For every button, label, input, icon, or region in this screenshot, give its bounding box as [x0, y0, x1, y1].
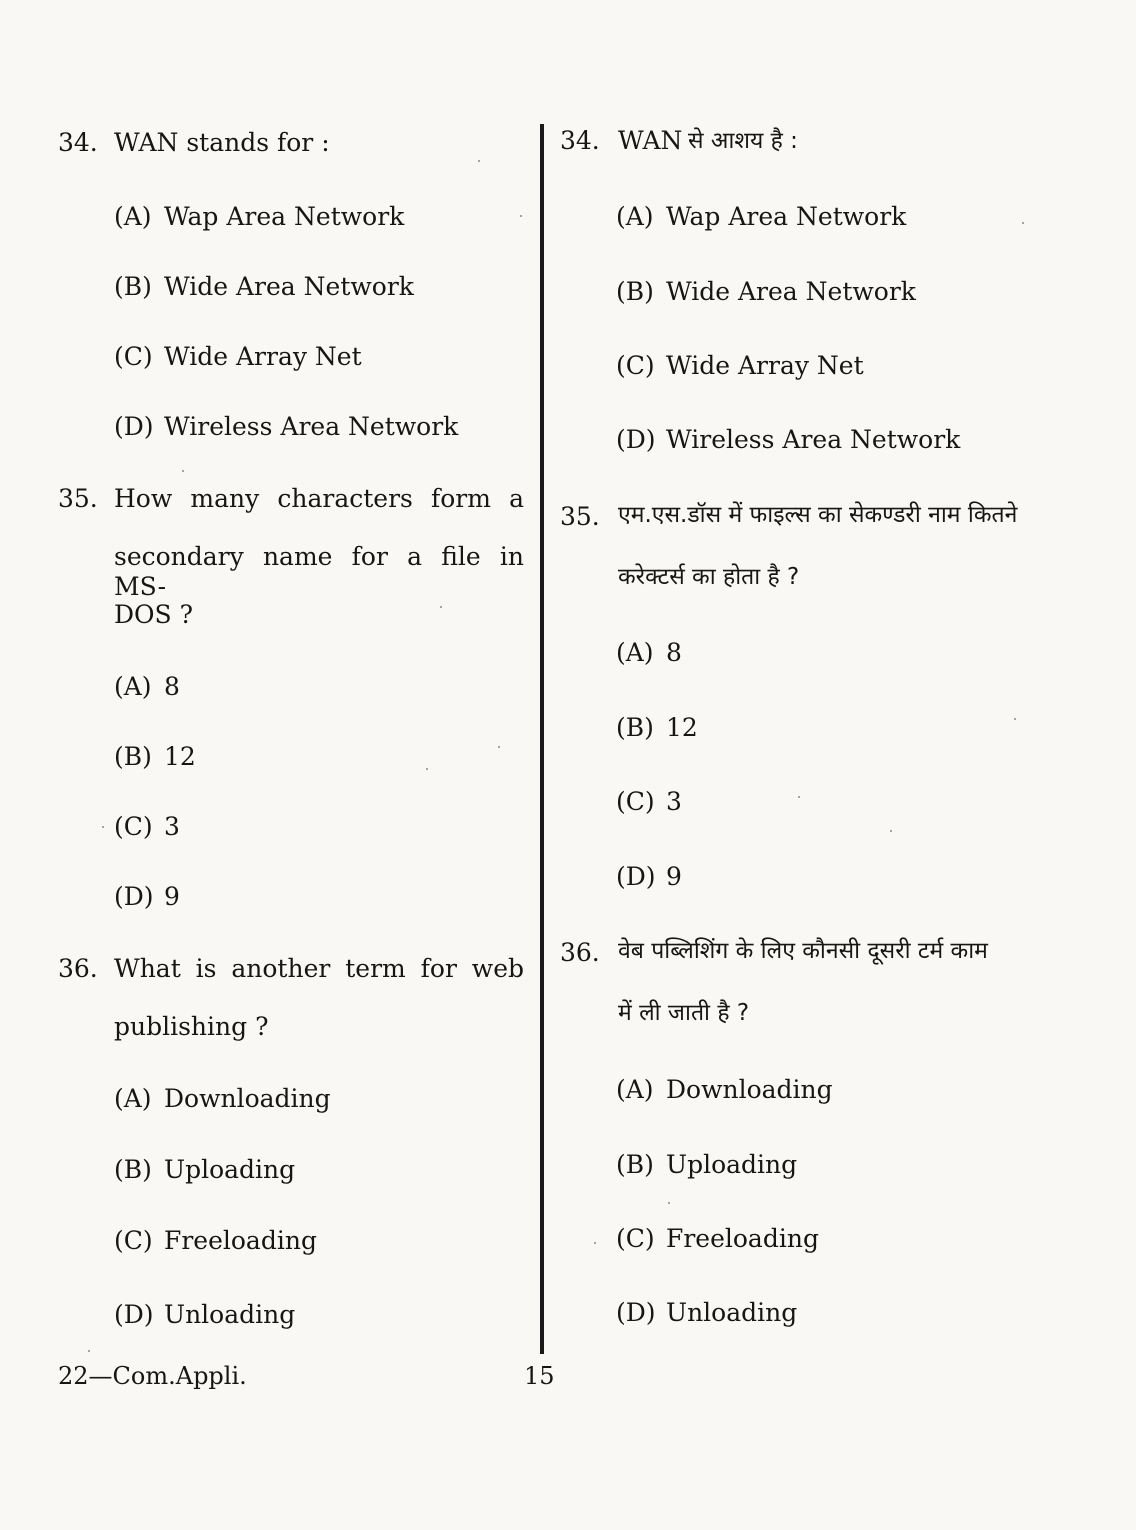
page-number: 15 — [524, 1362, 555, 1390]
option-a — [616, 638, 682, 668]
option-text: Wireless Area Network — [164, 412, 459, 441]
option-text: Downloading — [666, 1075, 833, 1104]
option-text: Uploading — [666, 1150, 798, 1179]
option-d — [114, 412, 458, 442]
option-a — [114, 202, 404, 232]
option-b — [114, 272, 414, 302]
question-text-hindi-part: से आशय है : — [688, 128, 798, 154]
option-c — [114, 342, 362, 372]
option-text: Wide Area Network — [666, 277, 916, 306]
option-b — [114, 742, 196, 772]
option-label: (B) — [114, 272, 152, 301]
option-b — [616, 277, 916, 307]
option-text: Downloading — [164, 1084, 331, 1113]
option-b — [616, 1150, 797, 1180]
option-text: Unloading — [666, 1298, 798, 1327]
option-label: (C) — [114, 1226, 153, 1255]
question-text-line: secondary name for a file in MS- — [114, 542, 524, 601]
paper-code: 22—Com.Appli. — [58, 1362, 247, 1390]
question-text-line: What is another term for web — [114, 954, 524, 983]
question-text-line: How many characters form a — [114, 484, 524, 513]
column-divider — [540, 124, 544, 1354]
question-number: 35. — [58, 484, 98, 513]
option-text: Uploading — [164, 1155, 296, 1184]
option-text: 12 — [164, 742, 196, 771]
option-label: (B) — [616, 713, 654, 742]
option-text: Wide Array Net — [666, 351, 864, 380]
question-text-line: में ली जाती है ? — [618, 1000, 750, 1026]
option-label: (D) — [616, 862, 656, 891]
option-d — [616, 1298, 797, 1328]
option-a — [114, 672, 180, 702]
option-d — [114, 1300, 295, 1330]
question-number: 36. — [560, 938, 600, 967]
option-text: 9 — [164, 882, 180, 911]
option-label: (A) — [114, 202, 152, 231]
option-text: 8 — [164, 672, 180, 701]
option-text: Wap Area Network — [164, 202, 405, 231]
option-label: (D) — [114, 412, 154, 441]
option-d — [114, 882, 180, 912]
option-label: (B) — [616, 277, 654, 306]
option-c — [616, 787, 682, 817]
option-label: (A) — [616, 638, 654, 667]
question-number: 34. — [58, 128, 98, 157]
option-c — [616, 1224, 819, 1254]
option-label: (B) — [114, 742, 152, 771]
question-text-line: publishing ? — [114, 1012, 269, 1041]
option-text: Wide Area Network — [164, 272, 414, 301]
question-text-english-part: WAN — [618, 126, 683, 155]
option-text: Wireless Area Network — [666, 425, 961, 454]
option-text: 9 — [666, 862, 682, 891]
question-number: 35. — [560, 502, 600, 531]
question-text-line: DOS ? — [114, 600, 194, 629]
option-label: (C) — [616, 351, 655, 380]
option-label: (B) — [114, 1155, 152, 1184]
option-label: (B) — [616, 1150, 654, 1179]
option-label: (D) — [114, 1300, 154, 1329]
option-c — [114, 812, 180, 842]
option-label: (A) — [114, 672, 152, 701]
option-label: (A) — [114, 1084, 152, 1113]
option-a — [616, 1075, 833, 1105]
option-text: Freeloading — [666, 1224, 819, 1253]
question-text-line: एम.एस.डॉस में फाइल्स का सेकण्डरी नाम कितने — [618, 502, 1018, 528]
option-label: (C) — [114, 342, 153, 371]
option-label: (C) — [616, 787, 655, 816]
option-text: 12 — [666, 713, 698, 742]
option-label: (D) — [616, 425, 656, 454]
option-text: 8 — [666, 638, 682, 667]
question-number: 34. — [560, 126, 600, 155]
option-d — [616, 425, 960, 455]
option-text: Freeloading — [164, 1226, 317, 1255]
option-label: (D) — [114, 882, 154, 911]
option-a — [616, 202, 906, 232]
option-label: (C) — [616, 1224, 655, 1253]
question-text-line: करेक्टर्स का होता है ? — [618, 564, 800, 590]
option-text: Unloading — [164, 1300, 296, 1329]
option-text: 3 — [666, 787, 682, 816]
option-c — [114, 1226, 317, 1256]
option-b — [114, 1155, 295, 1185]
option-d — [616, 862, 682, 892]
option-b — [616, 713, 698, 743]
question-text: WAN stands for : — [114, 128, 330, 157]
question-number: 36. — [58, 954, 98, 983]
option-label: (A) — [616, 202, 654, 231]
option-label: (C) — [114, 812, 153, 841]
option-label: (D) — [616, 1298, 656, 1327]
option-text: Wide Array Net — [164, 342, 362, 371]
option-label: (A) — [616, 1075, 654, 1104]
option-text: 3 — [164, 812, 180, 841]
option-a — [114, 1084, 331, 1114]
question-text-line: वेब पब्लिशिंग के लिए कौनसी दूसरी टर्म काम — [618, 938, 988, 964]
option-text: Wap Area Network — [666, 202, 907, 231]
option-c — [616, 351, 864, 381]
